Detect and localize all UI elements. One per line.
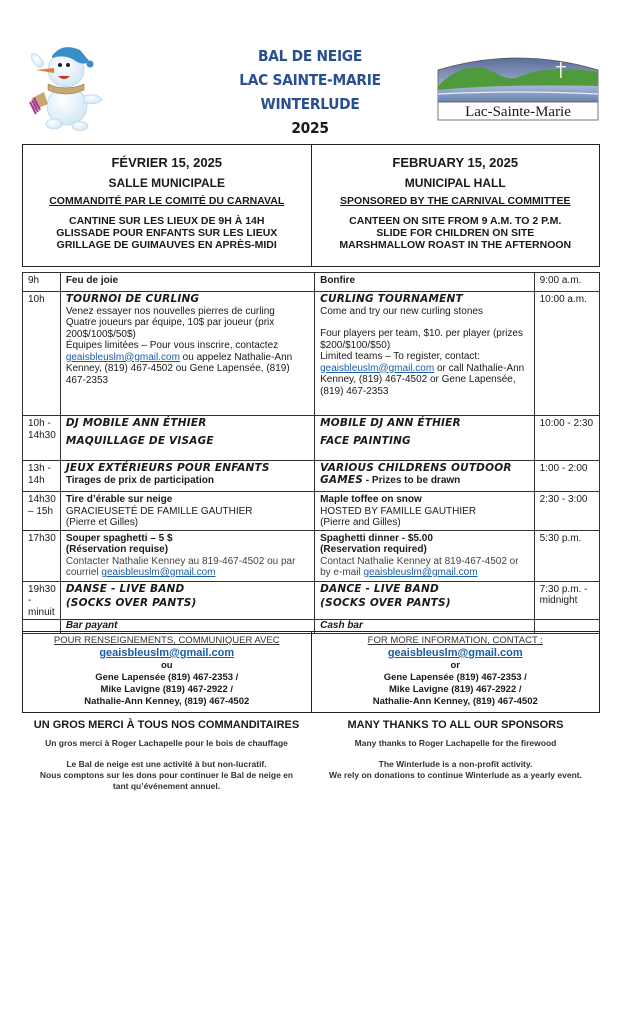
activity-detail: Tirages de prix de participation bbox=[65, 474, 215, 486]
activity-detail: (Réservation requise) bbox=[65, 544, 169, 555]
activity-detail: Come and try our new curling stones bbox=[320, 305, 483, 317]
email-link[interactable]: geaisbleuslm@gmail.com bbox=[363, 567, 478, 578]
time-en: 10:00 - 2:30 bbox=[534, 416, 599, 461]
contact-or: ou bbox=[160, 660, 173, 671]
contact-email[interactable]: geaisbleuslm@gmail.com bbox=[387, 647, 523, 659]
activity-en bbox=[315, 416, 535, 461]
activity-title: VARIOUS CHILDRENS OUTDOOR GAMES bbox=[320, 462, 512, 486]
activity-title: FACE PAINTING bbox=[320, 434, 411, 447]
activity-title: CURLING TOURNAMENT bbox=[320, 293, 463, 305]
thanks-heading: UN GROS MERCI À TOUS NOS COMMANDITAIRES bbox=[33, 719, 300, 731]
table-row bbox=[23, 530, 600, 581]
activity-title: Souper spaghetti – 5 $ bbox=[65, 532, 173, 544]
activity-fr bbox=[60, 416, 314, 461]
table-row bbox=[23, 416, 600, 461]
activity-en bbox=[315, 581, 535, 620]
activity-fr bbox=[60, 530, 314, 581]
activity-title: (SOCKS OVER PANTS) bbox=[320, 597, 451, 609]
info-line: GRILLAGE DE GUIMAUVES EN APRÈS-MIDI bbox=[56, 239, 277, 251]
contact-line: Gene Lapensée (819) 467-2353 / bbox=[383, 672, 527, 683]
contact-heading: FOR MORE INFORMATION, CONTACT : bbox=[367, 635, 543, 646]
event-sponsor: SPONSORED BY THE CARNIVAL COMMITTEE bbox=[340, 195, 571, 207]
table-row bbox=[23, 581, 600, 620]
info-line: CANTEEN ON SITE FROM 9 A.M. TO 2 P.M. bbox=[349, 215, 562, 227]
contact-line: Nathalie-Ann Kenney, (819) 467-4502 bbox=[372, 696, 538, 707]
info-line: MARSHMALLOW ROAST IN THE AFTERNOON bbox=[339, 239, 572, 251]
time-fr: 10h bbox=[23, 292, 61, 416]
event-venue: MUNICIPAL HALL bbox=[404, 176, 506, 190]
activity-title: DJ MOBILE ANN ÉTHIER bbox=[65, 417, 207, 429]
activity-detail: HOSTED BY FAMILLE GAUTHIER bbox=[320, 505, 477, 517]
snowman-illustration bbox=[22, 40, 108, 132]
time-fr: 13h - 14h bbox=[23, 461, 61, 492]
activity-title: TOURNOI DE CURLING bbox=[65, 293, 200, 305]
activity-title: MOBILE DJ ANN ÉTHIER bbox=[320, 417, 461, 429]
time-en: 1:00 - 2:00 bbox=[534, 461, 599, 492]
title-line: LAC SAINTE-MARIE bbox=[239, 71, 381, 89]
thanks-nonprofit: The Winterlude is a non-profit activity. We rely on donations to continue Winterlude as a yearly event. bbox=[329, 759, 582, 780]
email-link[interactable]: geaisbleuslm@gmail.com bbox=[101, 567, 216, 578]
contact-heading: POUR RENSEIGNEMENTS, COMMUNIQUER AVEC bbox=[53, 635, 280, 646]
activity-fr bbox=[60, 492, 314, 531]
activity-fr bbox=[60, 461, 314, 492]
activity-detail: (Pierre et Gilles) bbox=[65, 517, 139, 528]
thanks-en bbox=[311, 718, 600, 792]
activity-detail: Limited teams – To register, contact: geaisbleuslm@gmail.com or call Nathalie-Ann Kenney, (819) 467-4502 or Gene Lapensée, (819) 467-2353 bbox=[320, 351, 525, 397]
schedule-table bbox=[22, 272, 600, 634]
activity-fr bbox=[60, 581, 314, 620]
time-en: 5:30 p.m. bbox=[534, 530, 599, 581]
contact-fr bbox=[23, 632, 311, 712]
thanks-fr bbox=[22, 718, 311, 792]
event-sponsor: COMMANDITÉ PAR LE COMITÉ DU CARNAVAL bbox=[49, 195, 285, 207]
event-title bbox=[200, 44, 420, 140]
thanks-nonprofit: Le Bal de neige est une activité à but non-lucratif. Nous comptons sur les dons pour continuer le Bal de neige en tant qu’événement annuel. bbox=[39, 759, 294, 791]
thanks-heading: MANY THANKS TO ALL OUR SPONSORS bbox=[347, 719, 564, 731]
thanks-firewood: Many thanks to Roger Lachapelle for the firewood bbox=[354, 738, 557, 748]
activity-fr: Bar payant bbox=[60, 620, 314, 634]
title-year: 2025 bbox=[291, 119, 329, 137]
contact-line: Mike Lavigne (819) 467-2922 / bbox=[388, 684, 522, 695]
table-row bbox=[23, 461, 600, 492]
time-fr: 14h30 – 15h bbox=[23, 492, 61, 531]
title-line: WINTERLUDE bbox=[260, 95, 360, 113]
activity-title: DANCE - LIVE BAND bbox=[320, 582, 439, 595]
thanks-firewood: Un gros merci à Roger Lachapelle pour le bois de chauffage bbox=[45, 738, 288, 748]
time-fr: 17h30 bbox=[23, 530, 61, 581]
activity-en bbox=[315, 461, 535, 492]
contact-line: Gene Lapensée (819) 467-2353 / bbox=[95, 672, 239, 683]
time-fr: 10h - 14h30 bbox=[23, 416, 61, 461]
email-link[interactable]: geaisbleuslm@gmail.com bbox=[65, 351, 180, 363]
activity-detail: (Pierre and Gilles) bbox=[320, 517, 401, 528]
activity-title: Spaghetti dinner - $5.00 bbox=[320, 532, 433, 544]
time-en: 9:00 a.m. bbox=[534, 273, 599, 292]
activity-detail: Quatre joueurs par équipe, 10$ par joueur (prix 200$/100$/50$) bbox=[65, 317, 275, 340]
time-fr: 9h bbox=[23, 273, 61, 292]
event-date: FEBRUARY 15, 2025 bbox=[392, 155, 519, 170]
time-en: 7:30 p.m. - midnight bbox=[534, 581, 599, 620]
event-date: FÉVRIER 15, 2025 bbox=[111, 155, 223, 170]
activity-en: Bonfire bbox=[315, 273, 535, 292]
table-row bbox=[23, 292, 600, 416]
activity-title: DANSE - LIVE BAND bbox=[65, 582, 185, 595]
activity-en bbox=[315, 292, 535, 416]
activity-en bbox=[315, 492, 535, 531]
event-info-fr bbox=[23, 145, 311, 266]
activity-en bbox=[315, 530, 535, 581]
contact-en bbox=[311, 632, 600, 712]
activity-detail: Contact Nathalie Kenney at 819-467-4502 or by e-mail geaisbleuslm@gmail.com bbox=[320, 555, 519, 578]
contact-or: or bbox=[450, 660, 460, 671]
activity-title: (SOCKS OVER PANTS) bbox=[65, 597, 197, 609]
activity-title: JEUX EXTÉRIEURS POUR ENFANTS bbox=[65, 462, 270, 474]
activity-title: Tire d’érable sur neige bbox=[65, 494, 173, 505]
activity-detail: Équipes limitées – Pour vous inscrire, contactez geaisbleuslm@gmail.com ou appelez Nathalie-Ann Kenney, (819) 467-4502 ou Gene Lapensée, (819) 467-2353 bbox=[65, 340, 293, 386]
activity-detail: (Reservation required) bbox=[320, 544, 427, 555]
contact-line: Nathalie-Ann Kenney, (819) 467-4502 bbox=[84, 696, 250, 707]
activity-detail: Contacter Nathalie Kenney au 819-467-4502 ou par courriel geaisbleuslm@gmail.com bbox=[65, 555, 296, 578]
contact-email[interactable]: geaisbleuslm@gmail.com bbox=[99, 647, 235, 659]
info-line: CANTINE SUR LES LIEUX DE 9H À 14H bbox=[69, 215, 265, 227]
contact-line: Mike Lavigne (819) 467-2922 / bbox=[100, 684, 234, 695]
activity-detail: GRACIEUSETÉ DE FAMILLE GAUTHIER bbox=[65, 505, 253, 517]
activity-detail: Four players per team, $10. per player (prizes $200/$100/$50) bbox=[320, 328, 523, 351]
table-row bbox=[23, 492, 600, 531]
time-fr: 19h30 - minuit bbox=[23, 581, 61, 620]
title-line: BAL DE NEIGE bbox=[257, 47, 363, 65]
activity-detail: Venez essayer nos nouvelles pierres de curling bbox=[65, 305, 275, 317]
activity-fr: Feu de joie bbox=[60, 273, 314, 292]
contact-box bbox=[22, 631, 600, 713]
activity-fr bbox=[60, 292, 314, 416]
activity-en: Cash bar bbox=[315, 620, 535, 634]
info-line: GLISSADE POUR ENFANTS SUR LES LIEUX bbox=[56, 227, 278, 239]
time-en: 2:30 - 3:00 bbox=[534, 492, 599, 531]
event-venue: SALLE MUNICIPALE bbox=[108, 176, 225, 190]
info-line: SLIDE FOR CHILDREN ON SITE bbox=[376, 227, 535, 239]
email-link[interactable]: geaisbleuslm@gmail.com bbox=[320, 362, 435, 374]
time-en: 10:00 a.m. bbox=[534, 292, 599, 416]
logo-text: Lac-Sainte-Marie bbox=[465, 104, 571, 120]
lac-sainte-marie-logo bbox=[436, 50, 600, 122]
event-info-box bbox=[22, 144, 600, 267]
table-row bbox=[23, 273, 600, 292]
activity-detail: - Prizes to be drawn bbox=[363, 474, 461, 486]
event-info-en bbox=[311, 145, 600, 266]
thanks-section bbox=[22, 718, 600, 792]
activity-title: Maple toffee on snow bbox=[320, 494, 422, 505]
activity-title: MAQUILLAGE DE VISAGE bbox=[65, 434, 214, 447]
